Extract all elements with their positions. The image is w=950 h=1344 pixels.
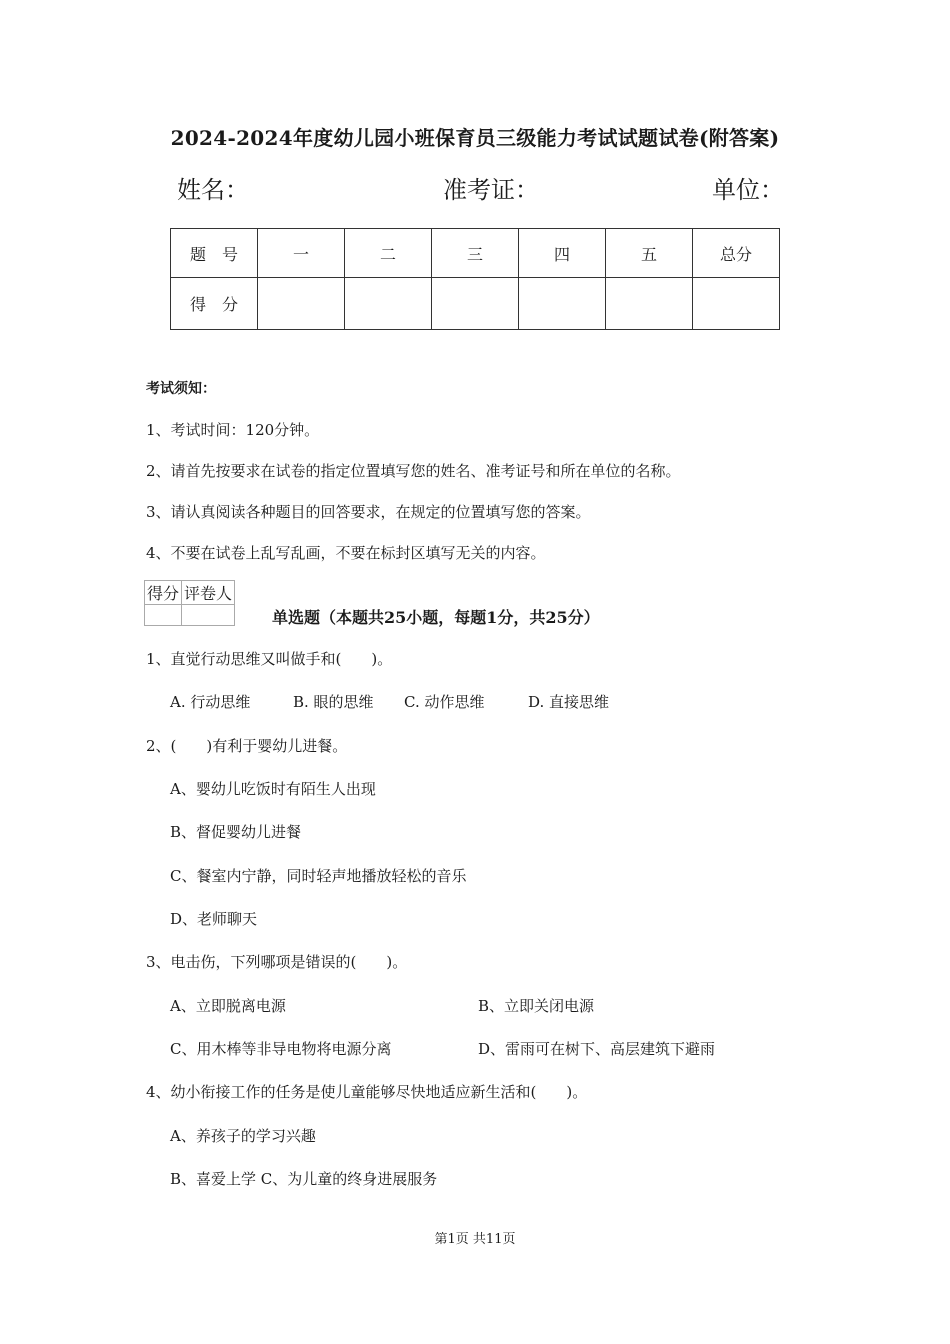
name-label: 姓名： xyxy=(177,176,249,204)
score-input-cell[interactable] xyxy=(432,278,519,330)
option[interactable]: C、餐室内宁静，同时轻声地播放轻松的音乐 xyxy=(170,867,467,885)
score-table-cell: 总分 xyxy=(693,229,780,278)
exam-id-label: 准考证： xyxy=(443,176,539,204)
notice-item: 2、请首先按要求在试卷的指定位置填写您的姓名、准考证号和所在单位的名称。 xyxy=(146,462,681,480)
unit-label: 单位： xyxy=(712,176,784,204)
option[interactable]: A. 行动思维 xyxy=(170,693,251,711)
score-table-header-row xyxy=(171,229,780,278)
page-footer: 第1页 共11页 xyxy=(434,1232,516,1247)
score-input-cell[interactable] xyxy=(345,278,432,330)
score-input-cell[interactable] xyxy=(258,278,345,330)
option[interactable]: A、立即脱离电源 xyxy=(170,997,286,1015)
option[interactable]: C. 动作思维 xyxy=(404,693,485,711)
score-table-cell: 二 xyxy=(345,229,432,278)
grader-reviewer-label: 评卷人 xyxy=(182,581,235,605)
question-stem: 2、( )有利于婴幼儿进餐。 xyxy=(146,737,348,755)
grader-box xyxy=(144,580,235,626)
option[interactable]: B、督促婴幼儿进餐 xyxy=(170,823,302,841)
notice-title: 考试须知： xyxy=(146,381,216,397)
option[interactable]: B、喜爱上学 C、为儿童的终身进展服务 xyxy=(170,1170,438,1188)
score-table xyxy=(170,228,780,330)
score-table-cell: 三 xyxy=(432,229,519,278)
score-table-cell: 一 xyxy=(258,229,345,278)
option[interactable]: B. 眼的思维 xyxy=(293,693,374,711)
score-input-cell[interactable] xyxy=(519,278,606,330)
document-title: 2024-2024年度幼儿园小班保育员三级能力考试试题试卷(附答案) xyxy=(170,126,780,150)
notice-item: 1、考试时间：120分钟。 xyxy=(146,421,320,439)
option[interactable]: D. 直接思维 xyxy=(528,693,610,711)
option[interactable]: C、用木棒等非导电物将电源分离 xyxy=(170,1040,392,1058)
grader-reviewer-cell[interactable] xyxy=(182,605,235,626)
notice-item: 3、请认真阅读各种题目的回答要求，在规定的位置填写您的答案。 xyxy=(146,503,591,521)
section-title: 单选题（本题共25小题，每题1分，共25分） xyxy=(272,608,600,627)
grader-score-label: 得分 xyxy=(145,581,182,605)
grader-score-cell[interactable] xyxy=(145,605,182,626)
score-input-cell[interactable] xyxy=(606,278,693,330)
option[interactable]: A、婴幼儿吃饭时有陌生人出现 xyxy=(170,780,376,798)
score-table-cell: 题 号 xyxy=(171,229,258,278)
option[interactable]: B、立即关闭电源 xyxy=(478,997,595,1015)
question-stem: 1、直觉行动思维又叫做手和( )。 xyxy=(146,650,393,668)
score-table-cell: 四 xyxy=(519,229,606,278)
option[interactable]: D、雷雨可在树下、高层建筑下避雨 xyxy=(478,1040,716,1058)
question-stem: 3、电击伤，下列哪项是错误的( )。 xyxy=(146,953,408,971)
option[interactable]: D、老师聊天 xyxy=(170,910,258,928)
question-stem: 4、幼小衔接工作的任务是使儿童能够尽快地适应新生活和( )。 xyxy=(146,1083,588,1101)
option[interactable]: A、养孩子的学习兴趣 xyxy=(170,1127,316,1145)
score-input-cell[interactable] xyxy=(693,278,780,330)
score-table-score-row xyxy=(171,278,780,330)
notice-item: 4、不要在试卷上乱写乱画，不要在标封区填写无关的内容。 xyxy=(146,544,546,562)
score-table-cell: 五 xyxy=(606,229,693,278)
score-table-cell: 得 分 xyxy=(171,278,258,330)
